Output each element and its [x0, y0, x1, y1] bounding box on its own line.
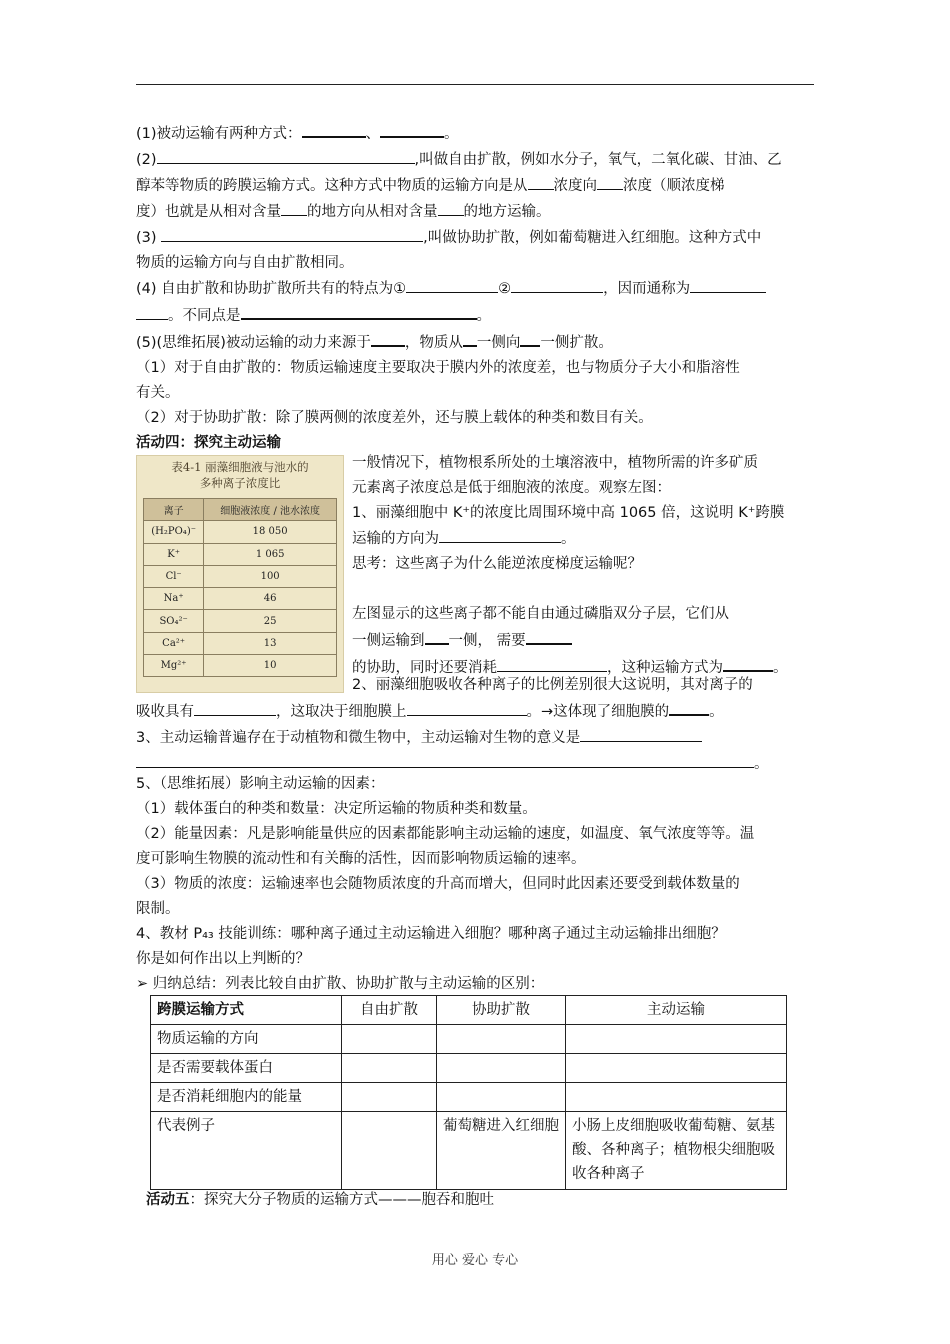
caption-line-1: 表4-1 丽藻细胞液与池水的	[171, 460, 309, 474]
blank	[407, 699, 527, 716]
blank	[463, 329, 477, 347]
text: 的协助，同时还要消耗	[352, 660, 497, 676]
header-cell: 主动运输	[566, 996, 787, 1025]
line-6	[136, 251, 816, 276]
text-line: （2）能量因素：凡是影响能量供应的因素都能影响主动运输的速度，如温度、氧气浓度等等。温	[136, 826, 755, 842]
text: 。	[444, 126, 459, 142]
table-cell	[342, 1112, 437, 1190]
comparison-table	[150, 995, 787, 1190]
line-10	[136, 356, 816, 381]
text: ：探究大分子物质的运输方式———胞吞和胞吐	[189, 1192, 494, 1208]
text-line: （1）载体蛋白的种类和数量：决定所运输的物质种类和数量。	[136, 801, 537, 817]
table-cell	[566, 1025, 787, 1054]
blank	[526, 627, 572, 645]
blank	[580, 725, 702, 742]
ion-cell: K⁺	[144, 543, 204, 565]
blank	[241, 302, 477, 320]
table-row	[151, 1083, 787, 1112]
text: 一侧扩散。	[540, 335, 613, 351]
blank	[438, 199, 464, 216]
text: 。→这体现了细胞膜的	[526, 704, 670, 720]
table-header-row	[151, 996, 787, 1025]
line-7	[136, 276, 816, 302]
blank	[157, 147, 415, 164]
text: 一侧， 需要	[448, 633, 526, 649]
blank	[528, 173, 554, 190]
table-row	[144, 588, 337, 610]
text: ,叫做自由扩散，例如水分子，氧气，二氧化碳、甘油、乙	[414, 152, 782, 168]
text-line: 思考：这些离子为什么能逆浓度梯度运输呢？	[352, 556, 642, 572]
header-cell: 离子	[144, 499, 204, 521]
text: 有关。	[136, 385, 180, 401]
text-line: 4、教材 P₄₃ 技能训练：哪种离子通过主动运输进入细胞？哪种离子通过主动运输排出细胞？	[136, 926, 726, 942]
text: （2）对于协助扩散：除了膜两侧的浓度差外，还与膜上载体的种类和数目有关。	[136, 410, 653, 426]
text: （1）对于自由扩散的：物质运输速度主要取决于膜内外的浓度差，也与物质分子大小和脂溶性	[136, 360, 740, 376]
ratio-cell: 13	[204, 632, 337, 654]
blank	[520, 329, 540, 347]
text: 运输的方向为	[352, 531, 439, 547]
table-row	[144, 610, 337, 632]
table-cell	[566, 1054, 787, 1083]
ion-cell: Mg²⁺	[144, 655, 204, 677]
text: (3)	[136, 230, 162, 246]
text: 。	[709, 704, 724, 720]
text-line	[136, 698, 816, 725]
text-line: 5、（思维拓展）影响主动运输的因素：	[136, 776, 385, 792]
blank	[723, 654, 773, 672]
line-8	[136, 302, 816, 329]
header-cell: 细胞液浓度 / 池水浓度	[204, 499, 337, 521]
text-line: 你是如何作出以上判断的？	[136, 951, 310, 967]
text: 。	[561, 531, 576, 547]
text-line	[352, 627, 818, 654]
text: 物质的运输方向与自由扩散相同。	[136, 255, 354, 271]
text: 。	[773, 660, 788, 676]
activity-5-heading	[146, 1188, 494, 1209]
table-cell	[342, 1025, 437, 1054]
table-cell	[342, 1083, 437, 1112]
text: 吸收具有	[136, 704, 194, 720]
ratio-cell: 10	[204, 655, 337, 677]
table-cell	[437, 1025, 566, 1054]
text-line: 元素离子浓度总是低于细胞液的浓度。观察左图：	[352, 480, 671, 496]
factors-section	[136, 772, 816, 997]
line-9	[136, 329, 816, 356]
text: 一侧向	[476, 335, 521, 351]
summary-heading: ➢ 归纳总结：列表比较自由扩散、协助扩散与主动运输的区别：	[136, 976, 545, 992]
line-11	[136, 381, 816, 406]
line-5	[136, 225, 816, 251]
blank	[136, 751, 754, 768]
table-cell	[566, 1083, 787, 1112]
text: 醇苯等物质的跨膜运输方式。这种方式中物质的运输方向是从	[136, 178, 528, 194]
ratio-cell: 18 050	[204, 521, 337, 543]
text: ，这取决于细胞膜上	[276, 704, 407, 720]
table-cell	[437, 1054, 566, 1083]
table-row	[151, 1025, 787, 1054]
row-label: 是否需要载体蛋白	[151, 1054, 342, 1083]
text: 浓度（顺浓度梯	[623, 178, 725, 194]
text: ②	[498, 281, 512, 297]
text: (5)(思维拓展)被动运输的动力来源于	[136, 335, 371, 351]
header-cell: 自由扩散	[342, 996, 437, 1025]
table-cell: 小肠上皮细胞吸收葡萄糖、氨基酸、各种离子；植物根尖细胞吸收各种离子	[566, 1112, 787, 1190]
text: ,叫做协助扩散，例如葡萄糖进入红细胞。这种方式中	[423, 230, 762, 246]
table-cell: 葡萄糖进入红细胞	[437, 1112, 566, 1190]
text-line: 左图显示的这些离子都不能自由通过磷脂双分子层，它们从	[352, 606, 729, 622]
table-caption	[137, 459, 343, 491]
ratio-cell: 46	[204, 588, 337, 610]
table-row	[151, 1054, 787, 1083]
header-rule	[136, 84, 814, 85]
blank	[136, 303, 168, 320]
text: 。不同点是	[168, 308, 241, 324]
ion-cell: Na⁺	[144, 588, 204, 610]
blank	[406, 276, 498, 293]
ion-cell: Cl⁻	[144, 565, 204, 587]
blank	[161, 225, 423, 242]
blank	[497, 655, 607, 672]
text: 度）也就是从相对含量	[136, 204, 281, 220]
text-line: 1、丽藻细胞中 K⁺的浓度比周围环境中高 1065 倍，这说明 K⁺跨膜	[352, 505, 785, 521]
text: (1)被动运输有两种方式：	[136, 126, 302, 142]
row-label: 代表例子	[151, 1112, 342, 1190]
line-4	[136, 199, 816, 225]
text-line: 限制。	[136, 901, 180, 917]
text: ，这种运输方式为	[607, 660, 723, 676]
ion-cell: (H₂PO₄)⁻	[144, 521, 204, 543]
text: 浓度向	[553, 178, 597, 194]
table-row	[151, 1112, 787, 1190]
text: 。	[476, 308, 491, 324]
text: ，物质从	[404, 335, 463, 351]
text-line	[136, 725, 816, 751]
ion-concentration-table-image	[136, 455, 344, 693]
ratio-cell: 1 065	[204, 543, 337, 565]
text: 活动五	[146, 1192, 190, 1208]
caption-line-2: 多种离子浓度比	[199, 476, 281, 490]
text: 一侧运输到	[352, 633, 425, 649]
table-row	[144, 521, 337, 543]
membrane-selectivity-section	[136, 673, 816, 777]
text-line: 度可影响生物膜的流动性和有关酶的活性，因而影响物质运输的速率。	[136, 851, 586, 867]
text-line: 一般情况下，植物根系所处的土壤溶液中，植物所需的许多矿质	[352, 455, 758, 471]
text: ，因而通称为	[603, 281, 691, 297]
ion-table	[143, 498, 337, 677]
text: 的地方运输。	[463, 204, 551, 220]
blank	[281, 199, 307, 216]
table-row	[144, 543, 337, 565]
text-line	[352, 526, 818, 552]
text: (4) 自由扩散和协助扩散所共有的特点为①	[136, 281, 407, 297]
table-row	[144, 632, 337, 654]
blank	[597, 173, 623, 190]
header-cell: 跨膜运输方式	[151, 996, 342, 1025]
text: 的地方向从相对含量	[307, 204, 438, 220]
text-line: （3）物质的浓度：运输速率也会随物质浓度的升高而增大，但同时此因素还要受到载体数量的	[136, 876, 740, 892]
text: 、	[365, 126, 381, 142]
blank	[425, 627, 449, 645]
text: 。	[754, 756, 769, 772]
blank	[669, 698, 709, 716]
ion-cell: SO₄²⁻	[144, 610, 204, 632]
line-1	[136, 120, 816, 147]
row-label: 物质运输的方向	[151, 1025, 342, 1054]
blank	[690, 276, 766, 293]
page-footer: 用心 爱心 专心	[431, 1253, 519, 1268]
row-label: 是否消耗细胞内的能量	[151, 1083, 342, 1112]
line-3	[136, 173, 816, 199]
table-cell	[342, 1054, 437, 1083]
table-row	[144, 565, 337, 587]
blank	[302, 120, 366, 138]
table-cell	[437, 1083, 566, 1112]
table-header-row	[144, 499, 337, 521]
blank	[380, 120, 444, 138]
empty-line	[352, 577, 818, 602]
blank	[439, 526, 561, 543]
text: (2)	[136, 152, 157, 168]
text: 3、主动运输普遍存在于动植物和微生物中，主动运输对生物的意义是	[136, 730, 581, 746]
blank	[371, 329, 405, 347]
blank	[194, 699, 276, 716]
ratio-cell: 25	[204, 610, 337, 632]
ratio-cell: 100	[204, 565, 337, 587]
header-cell: 协助扩散	[437, 996, 566, 1025]
line-12	[136, 406, 816, 431]
active-transport-text	[352, 451, 818, 681]
blank	[511, 276, 603, 293]
text: 活动四：探究主动运输	[136, 435, 281, 451]
text-line: 2、丽藻细胞吸收各种离子的比例差别很大这说明，其对离子的	[352, 677, 753, 693]
line-2	[136, 147, 816, 173]
ion-cell: Ca²⁺	[144, 632, 204, 654]
passive-transport-section	[136, 120, 816, 456]
